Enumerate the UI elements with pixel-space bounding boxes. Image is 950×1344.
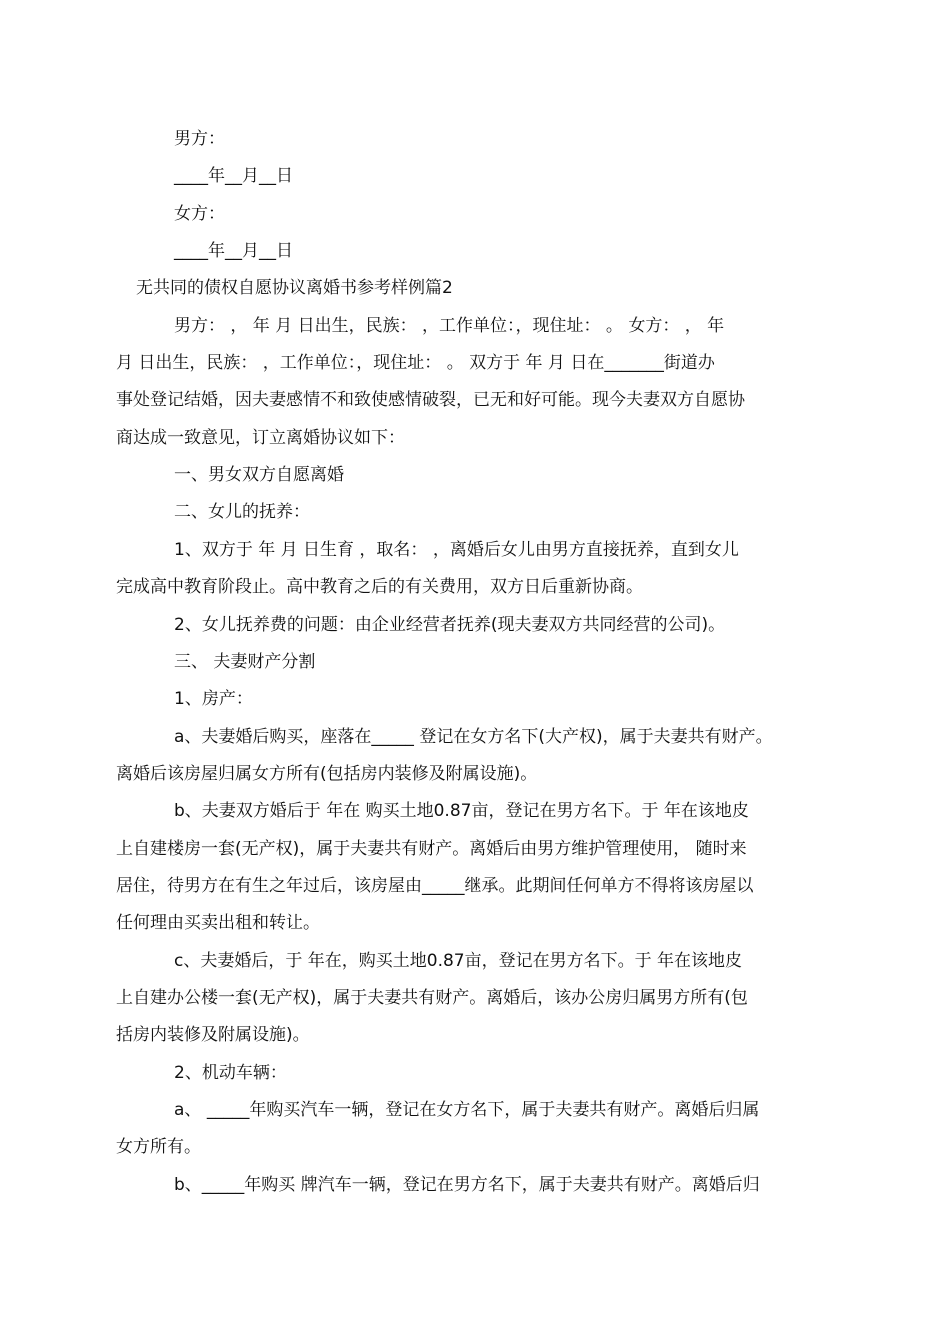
signature-label-male: 男方： (174, 129, 225, 149)
paragraph-line: 上自建办公楼一套(无产权)，属于夫妻共有财产。离婚后，该办公房归属男方所有(包 (116, 988, 748, 1008)
paragraph-line: 男方： ， 年 月 日出生，民族： ，工作单位：，现住址： 。 女方： ， 年 (174, 316, 725, 336)
paragraph-line: 上自建楼房一套(无产权)，属于夫妻共有财产。离婚后由男方维护管理使用， 随时来 (116, 839, 747, 859)
section-title: 无共同的债权自愿协议离婚书参考样例篇2 (136, 278, 453, 298)
paragraph-line: b、夫妻双方婚后于 年在 购买土地0.87亩，登记在男方名下。于 年在该地皮 (174, 801, 749, 821)
paragraph-line: 离婚后该房屋归属女方所有(包括房内装修及附属设施)。 (116, 764, 538, 784)
paragraph-line: b、_____年购买 牌汽车一辆，登记在男方名下，属于夫妻共有财产。离婚后归 (174, 1175, 760, 1195)
paragraph-line: 1、双方于 年 月 日生育 ，取名： ，离婚后女儿由男方直接抚养，直到女儿 (174, 540, 739, 560)
clause-subheading: 2、机动车辆： (174, 1063, 287, 1083)
paragraph-line: c、夫妻婚后，于 年在，购买土地0.87亩，登记在男方名下。于 年在该地皮 (174, 951, 743, 971)
signature-date-male: ____年__月__日 (174, 166, 293, 186)
paragraph-line: 括房内装修及附属设施)。 (116, 1025, 310, 1045)
clause-heading: 二、女儿的抚养： (174, 502, 310, 522)
paragraph-line: 任何理由买卖出租和转让。 (116, 913, 320, 933)
signature-date-female: ____年__月__日 (174, 241, 293, 261)
paragraph-line: 月 日出生，民族： ，工作单位：，现住址： 。 双方于 年 月 日在_______街道办 (116, 353, 715, 373)
paragraph-line: a、 _____年购买汽车一辆，登记在女方名下，属于夫妻共有财产。离婚后归属 (174, 1100, 760, 1120)
clause-heading: 一、男女双方自愿离婚 (174, 465, 344, 485)
paragraph-line: 居住，待男方在有生之年过后，该房屋由_____继承。此期间任何单方不得将该房屋以 (116, 876, 754, 896)
paragraph-line: a、夫妻婚后购买，座落在_____ 登记在女方名下(大产权)，属于夫妻共有财产。 (174, 727, 773, 747)
paragraph-line: 事处登记结婚，因夫妻感情不和致使感情破裂，已无和好可能。现今夫妻双方自愿协 (116, 390, 745, 410)
clause-subheading: 1、房产： (174, 689, 253, 709)
paragraph-line: 女方所有。 (116, 1137, 201, 1157)
signature-label-female: 女方： (174, 204, 225, 224)
paragraph-line: 2、女儿抚养费的问题：由企业经营者抚养(现夫妻双方共同经营的公司)。 (174, 615, 726, 635)
clause-heading: 三、 夫妻财产分割 (174, 652, 316, 672)
paragraph-line: 商达成一致意见，订立离婚协议如下： (116, 428, 405, 448)
paragraph-line: 完成高中教育阶段止。高中教育之后的有关费用，双方日后重新协商。 (116, 577, 643, 597)
